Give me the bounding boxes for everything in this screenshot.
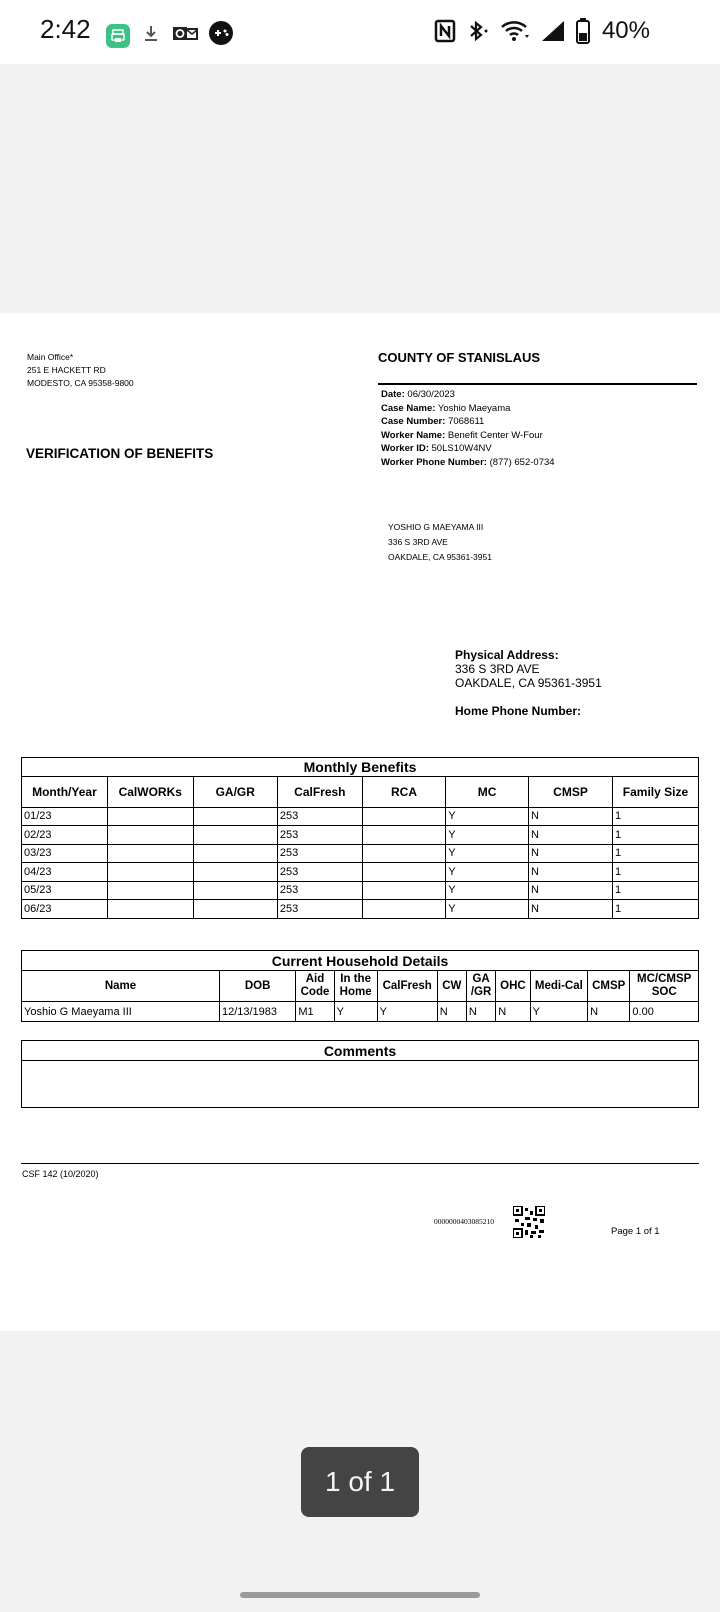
- table-row: [22, 1002, 699, 1022]
- table-cell: N: [529, 881, 613, 900]
- table-cell: 01/23: [22, 807, 108, 826]
- table-cell: 253: [277, 807, 362, 826]
- notification-icons: [106, 20, 234, 51]
- table-cell: 12/13/1983: [219, 1002, 295, 1022]
- column-header: Month/Year: [22, 776, 108, 807]
- table-cell: [193, 863, 277, 882]
- download-icon: [140, 22, 162, 49]
- table-cell: 05/23: [22, 881, 108, 900]
- column-header: RCA: [362, 776, 445, 807]
- monthly-benefits-table: [21, 757, 699, 919]
- household-table: [21, 950, 699, 1022]
- table-cell: [362, 826, 445, 845]
- column-header: CW: [437, 971, 466, 1002]
- table-cell: [362, 863, 445, 882]
- table-cell: M1: [296, 1002, 334, 1022]
- table-cell: 253: [277, 881, 362, 900]
- column-header: MC/CMSP SOC: [630, 971, 699, 1002]
- office-line-1: Main Office*: [27, 352, 74, 362]
- table-cell: N: [437, 1002, 466, 1022]
- comments-title: Comments: [22, 1041, 699, 1061]
- qr-code-icon: [513, 1206, 545, 1238]
- barcode-number: 0000000403085210: [434, 1217, 494, 1226]
- column-header: MC: [446, 776, 529, 807]
- table-cell: 04/23: [22, 863, 108, 882]
- comments-table: [21, 1040, 699, 1108]
- column-header: CalWORKs: [107, 776, 193, 807]
- case-name-line: Case Name: Yoshio Maeyama: [381, 402, 511, 414]
- table-cell: [107, 881, 193, 900]
- table-cell: [362, 844, 445, 863]
- column-header: CalFresh: [377, 971, 437, 1002]
- table-cell: N: [529, 826, 613, 845]
- document-title: VERIFICATION OF BENEFITS: [26, 446, 214, 461]
- table-row: [22, 844, 699, 863]
- column-header: OHC: [496, 971, 530, 1002]
- household-title: Current Household Details: [22, 951, 699, 971]
- table-cell: [107, 826, 193, 845]
- table-cell: 1: [612, 863, 698, 882]
- column-header: GA /GR: [466, 971, 495, 1002]
- date-line: Date: 06/30/2023: [381, 389, 455, 400]
- table-cell: 1: [612, 807, 698, 826]
- column-header: Medi-Cal: [530, 971, 587, 1002]
- table-cell: 253: [277, 900, 362, 919]
- worker-name-line: Worker Name: Benefit Center W-Four: [381, 429, 543, 441]
- table-cell: [193, 844, 277, 863]
- worker-id-line: Worker ID: 50LS10W4NV: [381, 443, 492, 455]
- table-header-row: [22, 971, 699, 1002]
- column-header: CMSP: [529, 776, 613, 807]
- form-id: CSF 142 (10/2020): [22, 1169, 99, 1179]
- table-row: [22, 863, 699, 882]
- nfc-icon: [434, 19, 456, 48]
- table-cell: 0.00: [630, 1002, 699, 1022]
- table-cell: N: [529, 900, 613, 919]
- table-cell: 253: [277, 844, 362, 863]
- table-cell: N: [588, 1002, 630, 1022]
- wifi-icon: [500, 19, 530, 48]
- table-cell: Y: [334, 1002, 377, 1022]
- table-cell: Yoshio G Maeyama III: [22, 1002, 220, 1022]
- office-line-2: 251 E HACKETT RD: [27, 365, 106, 375]
- column-header: Name: [22, 971, 220, 1002]
- table-cell: Y: [446, 844, 529, 863]
- column-header: Aid Code: [296, 971, 334, 1002]
- table-row: [22, 900, 699, 919]
- table-cell: [362, 881, 445, 900]
- header-divider: [378, 383, 697, 385]
- table-cell: N: [466, 1002, 495, 1022]
- column-header: CMSP: [588, 971, 630, 1002]
- table-cell: [193, 826, 277, 845]
- page-number-label: Page 1 of 1: [611, 1226, 660, 1237]
- table-row: [22, 881, 699, 900]
- table-cell: Y: [446, 900, 529, 919]
- table-cell: Y: [446, 881, 529, 900]
- printer-app-icon: [106, 24, 130, 48]
- case-number-line: Case Number: 7068611: [381, 416, 485, 428]
- table-cell: [107, 807, 193, 826]
- column-header: GA/GR: [193, 776, 277, 807]
- table-cell: N: [529, 844, 613, 863]
- table-cell: 1: [612, 826, 698, 845]
- table-cell: [107, 900, 193, 919]
- column-header: In the Home: [334, 971, 377, 1002]
- table-cell: [193, 900, 277, 919]
- outlook-icon: [172, 22, 198, 49]
- table-row: [22, 826, 699, 845]
- table-cell: [362, 900, 445, 919]
- table-cell: 03/23: [22, 844, 108, 863]
- column-header: DOB: [219, 971, 295, 1002]
- monthly-benefits-title: Monthly Benefits: [22, 758, 699, 777]
- page-indicator: 1 of 1: [301, 1447, 419, 1517]
- table-cell: Y: [377, 1002, 437, 1022]
- mailing-address: YOSHIO G MAEYAMA III 336 S 3RD AVE OAKDALE, CA 95361-3951: [388, 522, 492, 562]
- column-header: Family Size: [612, 776, 698, 807]
- table-cell: 1: [612, 844, 698, 863]
- system-icons: [434, 18, 590, 49]
- table-cell: Y: [446, 826, 529, 845]
- table-cell: N: [529, 863, 613, 882]
- table-cell: 1: [612, 900, 698, 919]
- table-row: [22, 807, 699, 826]
- comments-body: [22, 1061, 699, 1108]
- table-cell: 06/23: [22, 900, 108, 919]
- office-line-3: MODESTO, CA 95358-9800: [27, 378, 134, 388]
- gesture-nav-bar[interactable]: [240, 1592, 480, 1598]
- table-cell: [193, 807, 277, 826]
- table-cell: 253: [277, 863, 362, 882]
- table-header-row: [22, 776, 699, 807]
- table-cell: 253: [277, 826, 362, 845]
- table-cell: Y: [446, 807, 529, 826]
- bluetooth-icon: [466, 18, 490, 49]
- clock: 2:42: [40, 14, 91, 44]
- battery-percent: 40%: [601, 17, 650, 44]
- gamepad-icon: [208, 20, 234, 51]
- battery-icon: [576, 18, 590, 49]
- table-cell: [107, 863, 193, 882]
- column-header: CalFresh: [277, 776, 362, 807]
- footer-divider: [21, 1163, 699, 1164]
- table-cell: Y: [530, 1002, 587, 1022]
- table-cell: 02/23: [22, 826, 108, 845]
- physical-address: Physical Address: 336 S 3RD AVE OAKDALE, CA 95361-3951 Home Phone Number:: [455, 648, 602, 718]
- table-cell: N: [529, 807, 613, 826]
- table-cell: 1: [612, 881, 698, 900]
- table-cell: N: [496, 1002, 530, 1022]
- table-cell: Y: [446, 863, 529, 882]
- status-bar: [0, 0, 720, 64]
- worker-phone-line: Worker Phone Number: (877) 652-0734: [381, 456, 555, 468]
- info-block: [381, 388, 555, 470]
- table-cell: [107, 844, 193, 863]
- table-cell: [362, 807, 445, 826]
- table-cell: [193, 881, 277, 900]
- county-title: COUNTY OF STANISLAUS: [378, 350, 541, 365]
- signal-icon: [540, 19, 566, 48]
